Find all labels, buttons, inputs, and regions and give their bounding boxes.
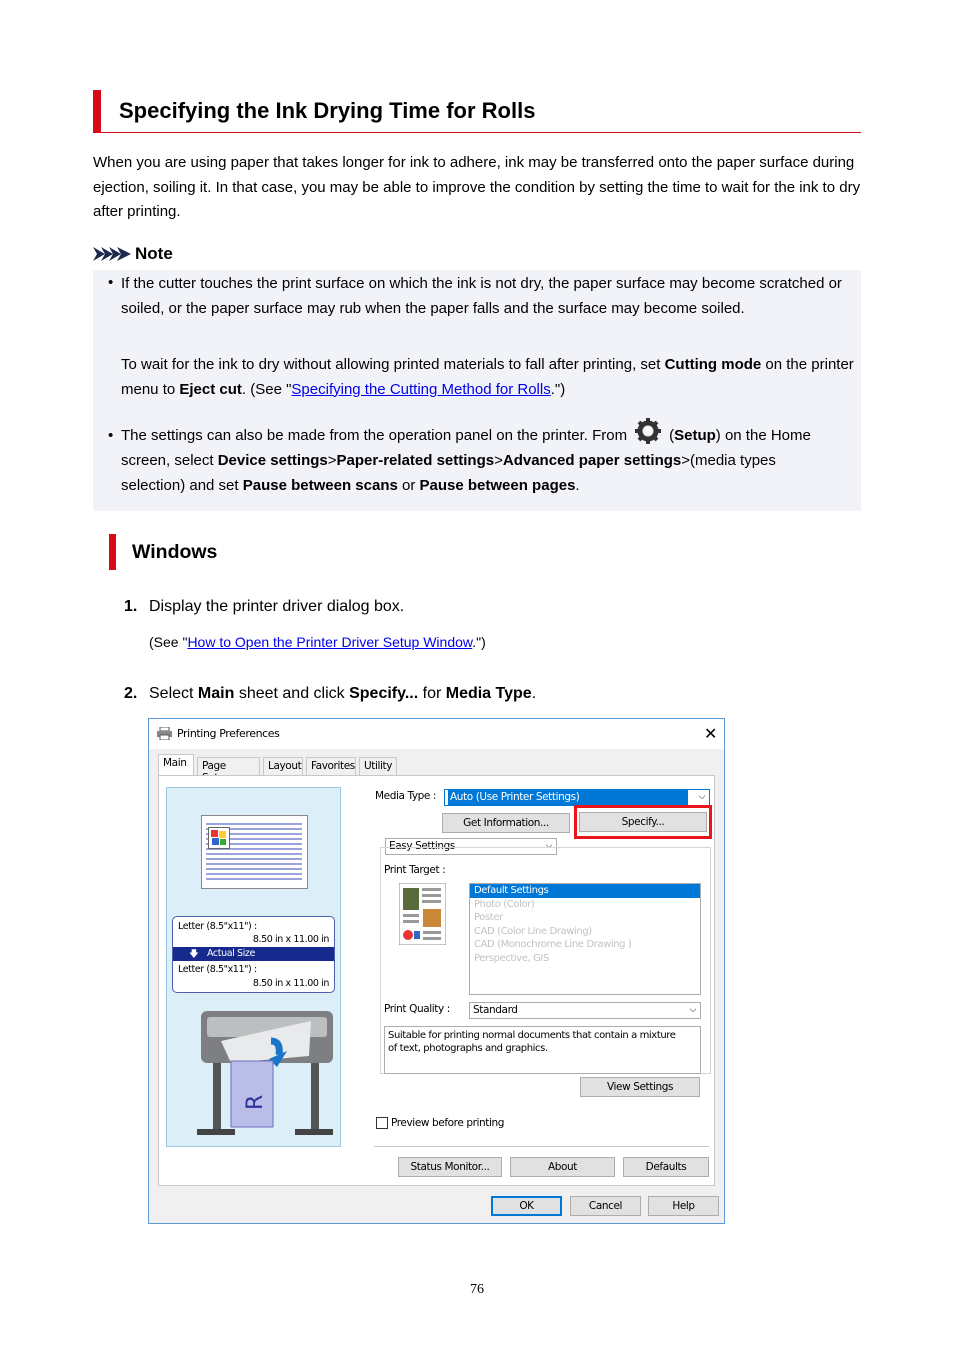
note-heading [93, 244, 173, 264]
printer-icon [157, 727, 172, 740]
print-quality-value: Standard [473, 1004, 518, 1016]
specify-button[interactable]: Specify... [579, 812, 707, 832]
about-button[interactable]: About [510, 1157, 615, 1177]
output-size-value: 8.50 in x 11.00 in [252, 978, 329, 989]
tab-main[interactable]: Main [158, 754, 194, 776]
preview-image-thumbnail [208, 827, 230, 849]
actual-size-label: Actual Size [207, 948, 255, 959]
dialog-title: Printing Preferences [177, 727, 280, 740]
input-size-value: 8.50 in x 11.00 in [252, 934, 329, 945]
print-quality-label: Print Quality : [384, 1003, 450, 1015]
specify-highlight [574, 805, 712, 839]
tab-layout[interactable]: Layout [263, 757, 303, 775]
description-box: Suitable for printing normal documents that contain a mixture of text, photographs and graphics. [384, 1026, 701, 1074]
page-number: 76 [470, 1282, 484, 1297]
media-type-value: Auto (Use Printer Settings) [448, 790, 688, 805]
note-bullet-1-para-2: To wait for the ink to dry without allowing printed materials to fall after printing, set Cutting mode on the printer menu to Eject cut. (See "Specifying the Cutting Method for Rolls.") [121, 356, 854, 398]
step-2-number: 2. [124, 685, 138, 702]
print-target-document-icon [399, 883, 446, 945]
heading-rule [101, 132, 861, 133]
preview-checkbox[interactable] [376, 1117, 388, 1129]
status-monitor-button[interactable]: Status Monitor... [398, 1157, 502, 1177]
print-target-list[interactable] [469, 883, 701, 995]
print-target-item[interactable]: Perspective, GIS [474, 952, 549, 964]
print-target-item[interactable]: CAD (Monochrome Line Drawing ) [474, 939, 632, 950]
printer-letter-r: R [243, 1095, 268, 1110]
print-target-item[interactable]: Default Settings [470, 884, 700, 898]
print-quality-select[interactable] [469, 1002, 701, 1019]
media-type-select[interactable] [444, 789, 710, 806]
intro-paragraph: When you are using paper that takes longer for ink to adhere, ink may be transferred onto the paper surface during ejection, soiling it. In that case, you may be able to improve the condition by setting the time to wait for the ink to dry after printing. [93, 154, 861, 220]
view-settings-button[interactable]: View Settings [580, 1077, 700, 1097]
defaults-button[interactable]: Defaults [623, 1157, 709, 1177]
divider [374, 1146, 709, 1147]
large-format-printer-illustration [191, 1001, 337, 1147]
note-arrows-icon [93, 247, 131, 261]
note-title: Note [135, 244, 173, 263]
step-2-text: Select Main sheet and click Specify... for Media Type. [149, 685, 537, 702]
print-target-item[interactable]: Poster [474, 912, 503, 923]
input-size-label: Letter (8.5"x11") : [178, 921, 257, 932]
print-target-label: Print Target : [384, 864, 446, 876]
step-1-number: 1. [124, 598, 138, 615]
output-size-label: Letter (8.5"x11") : [178, 964, 257, 975]
print-target-item[interactable]: Photo (Color) [474, 898, 535, 910]
actual-size-bar [173, 947, 335, 961]
tab-favorites[interactable]: Favorites [306, 757, 356, 775]
cancel-button[interactable]: Cancel [570, 1196, 641, 1216]
print-target-item[interactable]: CAD (Color Line Drawing) [474, 925, 592, 937]
note-bullet-1: If the cutter touches the print surface on which the ink is not dry, the paper surface may become scratched or soiled, or the paper surface may rub when the paper falls and the surface may become soiled. [121, 275, 842, 317]
chevron-down-icon: ⌵ [545, 841, 552, 851]
media-type-label: Media Type : [375, 790, 437, 802]
bullet-dot: • [108, 274, 114, 291]
preview-label: Preview before printing [391, 1117, 505, 1129]
paper-size-box [172, 916, 335, 993]
chevron-down-icon: ⌵ [689, 1005, 696, 1015]
windows-accent-bar [109, 534, 116, 570]
help-button[interactable]: Help [648, 1196, 719, 1216]
page-title: Specifying the Ink Drying Time for Rolls [119, 98, 536, 123]
close-icon[interactable]: ✕ [704, 724, 718, 743]
windows-heading: Windows [132, 541, 218, 563]
heading-accent-bar [93, 90, 101, 133]
link-cutting-method[interactable]: Specifying the Cutting Method for Rolls [291, 380, 551, 398]
ok-button[interactable]: OK [491, 1196, 562, 1216]
step-1-see: (See "How to Open the Printer Driver Setup Window.") [149, 634, 486, 650]
easy-settings-value: Easy Settings [389, 840, 455, 852]
tab-page-setup[interactable]: Page [197, 757, 260, 775]
arrow-down-icon: 🡇 [189, 949, 199, 960]
note-bullet-2: The settings can also be made from the operation panel on the printer. From (Setup) on the Home screen, select Device settings>Paper-related settings>Advanced paper settings>(media types selection) and set Pause between scans or Pause between pages. [121, 413, 861, 498]
bullet-dot: • [108, 427, 114, 444]
link-open-driver-window[interactable]: How to Open the Printer Driver Setup Window [187, 634, 473, 650]
gear-icon [633, 416, 663, 446]
chevron-down-icon: ⌵ [698, 792, 705, 802]
step-1-text: Display the printer driver dialog box. [149, 598, 405, 615]
get-information-button[interactable]: Get Information... [442, 813, 570, 833]
printing-preferences-dialog [148, 718, 725, 1224]
tab-utility[interactable]: Utility [359, 757, 397, 775]
